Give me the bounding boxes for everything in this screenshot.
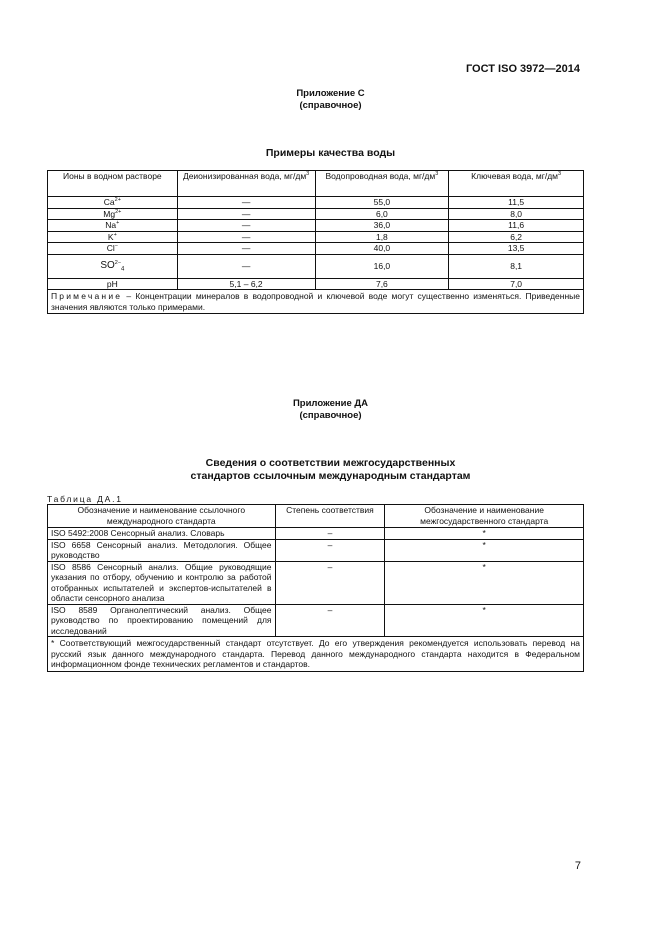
gost-cell: *: [385, 539, 584, 561]
ion-cell: $Ca^{2+}$: [48, 197, 178, 209]
spring-cell: 11,6: [449, 220, 584, 232]
degree-cell: –: [275, 604, 385, 637]
table-footnote-row: [48, 637, 584, 672]
degree-cell: –: [275, 561, 385, 604]
spring-cell: 8,0: [449, 208, 584, 220]
table-row: [48, 243, 584, 255]
degree-cell: –: [275, 528, 385, 540]
water-quality-table: [47, 170, 584, 314]
ion-cell: $SO^{2-}_4$: [48, 254, 178, 278]
table-row: [48, 278, 584, 290]
table-note: Примечание – Концентрации минералов в водопроводной и ключевой воде могут существенно изменяться. Приведенные значения являются только примерами.: [48, 290, 584, 314]
ion-cell: pH: [48, 278, 178, 290]
deion-cell: —: [177, 231, 315, 243]
gost-cell: *: [385, 528, 584, 540]
document-code: ГОСТ ISO 3972—2014: [465, 63, 580, 75]
appendix-da-title: Приложение ДА: [292, 398, 369, 409]
spring-cell: 8,1: [449, 254, 584, 278]
ion-cell: $Mg^{2+}$: [48, 208, 178, 220]
tap-cell: 36,0: [315, 220, 449, 232]
deion-cell: —: [177, 254, 315, 278]
deion-cell: —: [177, 197, 315, 209]
page-number: 7: [574, 860, 581, 872]
table-row: [48, 561, 584, 604]
table-row: [48, 254, 584, 278]
reference-cell: ISO 8589 Органолептический анализ. Общее руководство по проектированию помещений для исследований: [48, 604, 276, 637]
spring-cell: 11,5: [449, 197, 584, 209]
ion-cell: Na+: [48, 220, 178, 232]
gost-cell: *: [385, 604, 584, 637]
deion-cell: 5,1 – 6,2: [177, 278, 315, 290]
table-footnote: * Соответствующий межгосударственный стандарт отсутствует. До его утверждения рекомендуется использовать перевод на русский язык данного международного стандарта. Перевод данного международного стандарта находится в Федеральном информационном фонде технических регламентов и стандартов.: [48, 637, 584, 672]
header-reference-standard: Обозначение и наименование ссылочного международного стандарта: [48, 505, 276, 528]
degree-cell: –: [275, 539, 385, 561]
header-tap: Водопроводная вода, $мг/дм^3$: [315, 171, 449, 197]
tap-cell: 55,0: [315, 197, 449, 209]
table-row: [48, 604, 584, 637]
table-row: [48, 539, 584, 561]
tap-cell: 16,0: [315, 254, 449, 278]
header-ions: Ионы в водном растворе: [48, 171, 178, 197]
appendix-da-subtitle: (справочное): [299, 410, 362, 421]
tap-cell: 7,6: [315, 278, 449, 290]
spring-cell: 7,0: [449, 278, 584, 290]
table-row: [48, 208, 584, 220]
header-interstate-standard: Обозначение и наименование межгосударственного стандарта: [385, 505, 584, 528]
table-header-row: [48, 505, 584, 528]
appendix-da-section-title-line2: стандартов ссылочным международным стандартам: [190, 470, 471, 482]
spring-cell: 13,5: [449, 243, 584, 255]
reference-cell: ISO 6658 Сенсорный анализ. Методология. Общее руководство: [48, 539, 276, 561]
tap-cell: 40,0: [315, 243, 449, 255]
tap-cell: 1,8: [315, 231, 449, 243]
table-row: [48, 197, 584, 209]
table-header-row: [48, 171, 584, 197]
deion-cell: —: [177, 220, 315, 232]
appendix-c-title: Приложение С: [296, 88, 365, 99]
appendix-c-section-title: Примеры качества воды: [265, 147, 396, 159]
tap-cell: 6,0: [315, 208, 449, 220]
deion-cell: —: [177, 208, 315, 220]
appendix-c-subtitle: (справочное): [299, 100, 362, 111]
deion-cell: —: [177, 243, 315, 255]
standards-correspondence-table: [47, 504, 584, 672]
reference-cell: ISO 8586 Сенсорный анализ. Общие руководящие указания по отбору, обучению и контролю за работой отобранных испытателей и экспертов-испытателей в области сенсорного анализа: [48, 561, 276, 604]
table-note-row: [48, 290, 584, 314]
header-deionized: Деионизированная вода, $мг/дм^3$: [177, 171, 315, 197]
table-row: [48, 220, 584, 232]
spring-cell: 6,2: [449, 231, 584, 243]
table-caption: Таблица ДА.1: [47, 494, 123, 504]
table-row: [48, 528, 584, 540]
header-degree: Степень соответствия: [275, 505, 385, 528]
appendix-da-section-title-line1: Сведения о соответствии межгосударственных: [205, 457, 456, 469]
table-row: [48, 231, 584, 243]
gost-cell: *: [385, 561, 584, 604]
ion-cell: K+: [48, 231, 178, 243]
ion-cell: Cl−: [48, 243, 178, 255]
reference-cell: ISO 5492:2008 Сенсорный анализ. Словарь: [48, 528, 276, 540]
header-spring: Ключевая вода, $мг/дм^3$: [449, 171, 584, 197]
